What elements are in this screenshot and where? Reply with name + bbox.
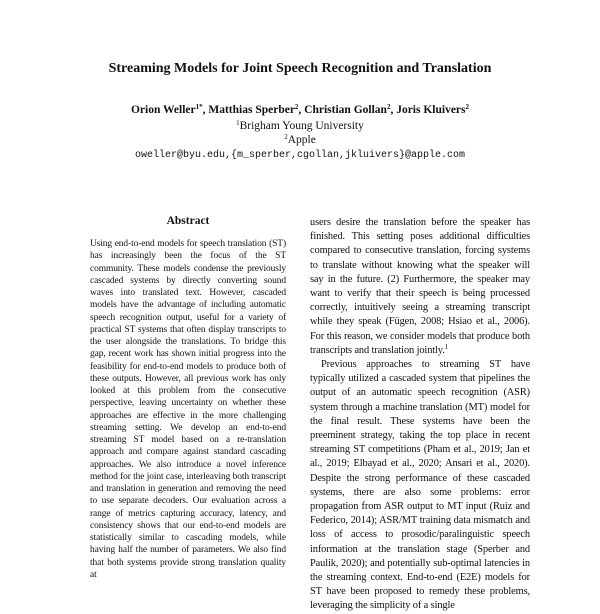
body-paragraph xyxy=(310,216,530,358)
author-name: Christian Gollan xyxy=(304,104,387,116)
author-separator: , xyxy=(390,104,397,116)
body-paragraph-text: users desire the translation before the speaker has finished. This setting poses additional difficulties compared to consecutive translation, forcing systems to translate without knowing what the speaker will say in the future. (2) Furthermore, the speaker may want to verify that their speech is being processed correctly, intuitively seeing a streaming transcript while they speak (Fügen, 2008; Hsiao et al., 2006). For this reason, we consider models that produce both transcripts and translation jointly. xyxy=(310,217,530,356)
affiliation xyxy=(0,133,600,147)
author-list xyxy=(0,103,600,118)
author-name: Joris Kluivers xyxy=(396,104,466,116)
affiliation-name: Brigham Young University xyxy=(239,120,364,132)
author-separator: , xyxy=(298,104,305,116)
body-column-right xyxy=(310,216,530,612)
body-paragraph: Previous approaches to streaming ST have typically utilized a cascaded system that pipelines the output of an automatic speech recognition (ASR) system through a machine translation (MT) model for the final result. These systems have been the preeminent strategy, taking the top place in recent streaming ST competitions (Pham et al., 2019; Jan et al., 2019; Elbayad et al., 2020; Ansari et al., 2020). Despite the strong performance of these cascaded systems, there are also some problems: error propagation from ASR output to MT input (Ruiz and Federico, 2014); ASR/MT training data mismatch and loss of access to prosodic/paralinguistic speech information at the translation stage (Sperber and Paulik, 2020); and potentially sub-optimal latencies in the streaming context. End-to-end (E2E) models for ST have been proposed to remedy these problems, leveraging the simplicity of a single xyxy=(310,359,530,612)
author-affiliation-mark: 2 xyxy=(465,103,470,111)
author-name: Orion Weller xyxy=(130,104,196,116)
footnote-mark: 1 xyxy=(444,342,449,351)
affiliation-name: Apple xyxy=(287,134,316,146)
author-emails: oweller@byu.edu,{m_sperber,cgollan,jkluivers}@apple.com xyxy=(134,150,466,161)
affiliation-mark: 2 xyxy=(284,133,288,141)
paper-title: Streaming Models for Joint Speech Recognition and Translation xyxy=(108,61,492,76)
author-affiliation-mark: 2 xyxy=(386,103,391,111)
affiliation-mark: 1 xyxy=(236,119,240,127)
abstract-text: Using end-to-end models for speech translation (ST) has increasingly been the focus of the ST community. These models condense the previously cascaded systems by directly converting sound waves into translated text. However, cascaded models have the advantage of including automatic speech recognition output, useful for a variety of practical ST systems that often display transcripts to the user alongside the translations. To bridge this gap, recent work has shown initial progress into the feasibility for end-to-end models to produce both of these outputs. However, all previous work has only looked at this problem from the consecutive perspective, leaving uncertainty on whether these approaches are effective in the more challenging streaming setting. We develop an end-to-end streaming ST model based on a re-translation approach and compare against standard cascading approaches. We also introduce a novel inference method for the joint case, interleaving both transcript and translation in generation and removing the need to use separate decoders. Our evaluation across a range of metrics capturing accuracy, latency, and consistency shows that our end-to-end models are statistically similar to cascading models, while having half the number of parameters. We also find that both systems provide strong translation quality at xyxy=(90,239,286,580)
author-affiliation-mark: 2 xyxy=(294,103,299,111)
abstract-heading: Abstract xyxy=(166,215,210,227)
affiliation xyxy=(0,119,600,133)
author-affiliation-mark: 1* xyxy=(195,103,203,111)
author-separator: , xyxy=(202,104,209,116)
author-name: Matthias Sperber xyxy=(208,104,295,116)
